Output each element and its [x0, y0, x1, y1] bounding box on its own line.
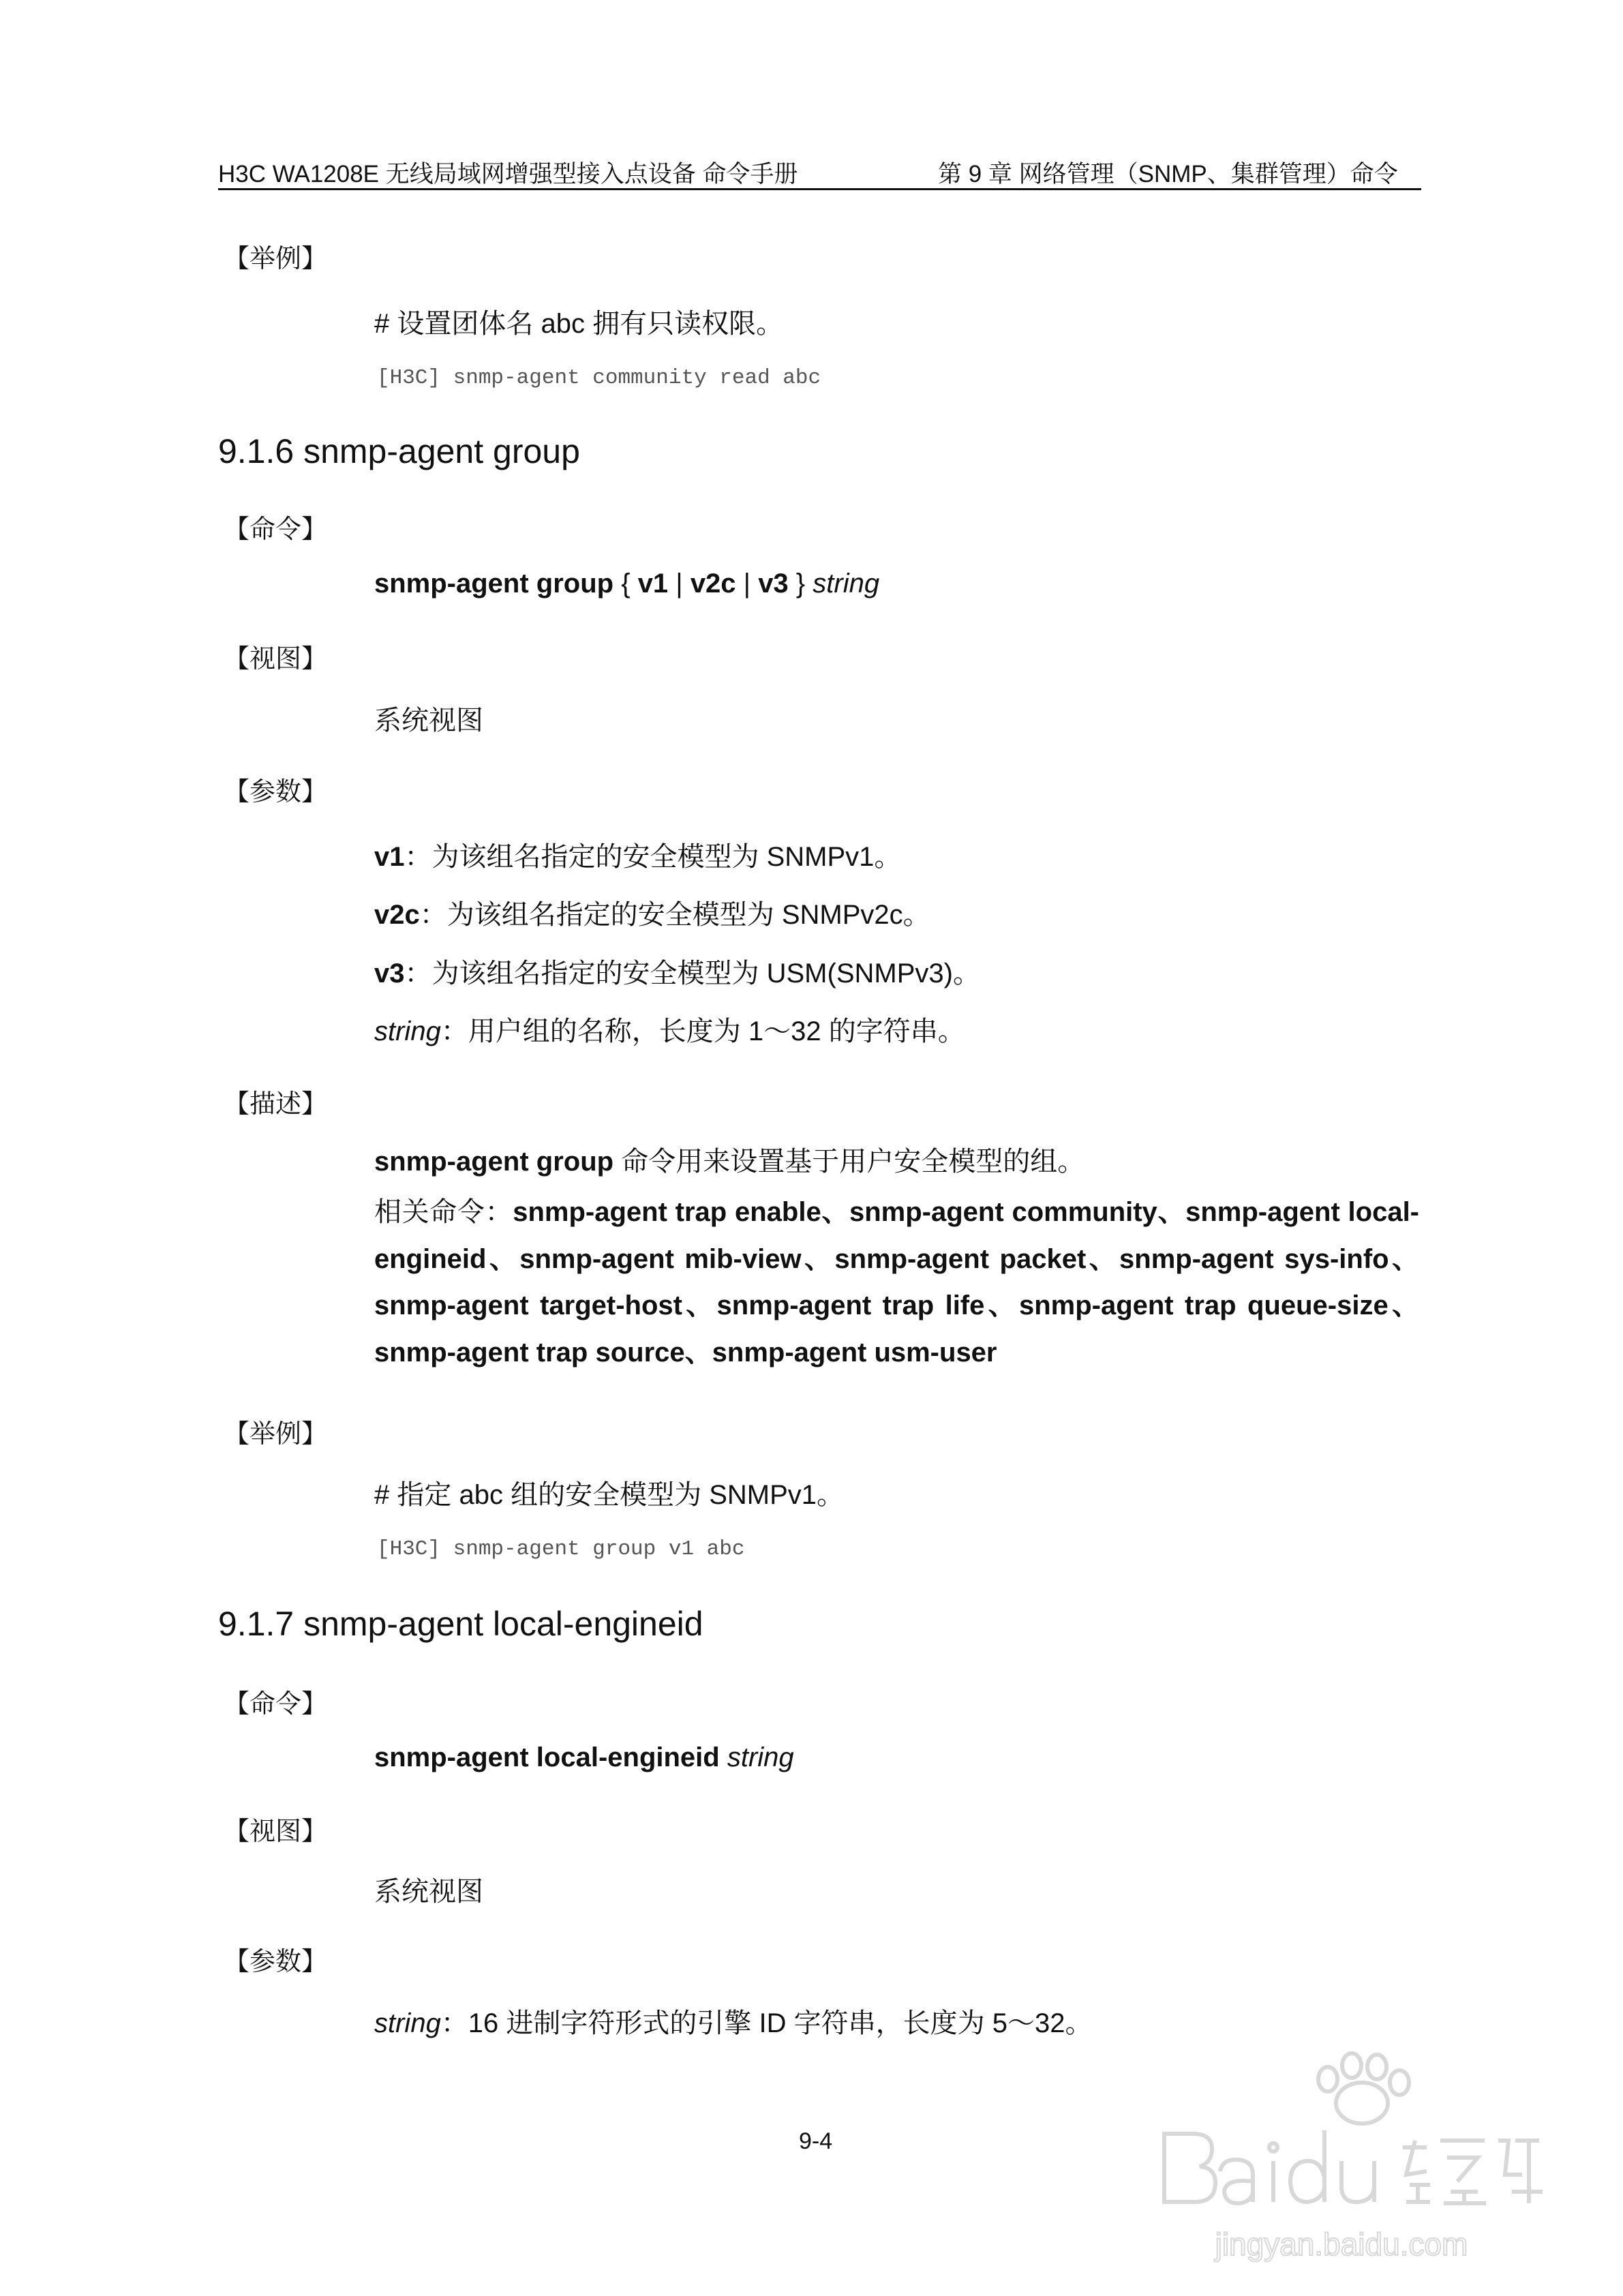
section-heading-916: 9.1.6 snmp-agent group	[218, 432, 580, 470]
param-name: v2c	[374, 900, 420, 930]
syntax-v1: v1	[637, 569, 669, 599]
syntax-v2c: v2c	[690, 569, 736, 599]
param-desc: ：为该组名指定的安全模型为 SNMPv2c。	[419, 900, 930, 930]
param-name: v1	[374, 842, 405, 872]
view-text: 系统视图	[374, 706, 483, 736]
command-syntax	[374, 1742, 794, 1773]
syntax-pipe: |	[668, 569, 691, 599]
view-label: 【视图】	[224, 645, 328, 674]
example-label: 【举例】	[224, 245, 328, 273]
syntax-string: string	[719, 1742, 794, 1772]
param-desc: ：为该组名指定的安全模型为 SNMPv1。	[404, 842, 902, 872]
header-right: 第 9 章 网络管理（SNMP、集群管理）命令	[938, 161, 1398, 187]
page-number: 9-4	[799, 2128, 833, 2154]
example-code: [H3C] snmp-agent community read abc	[377, 366, 821, 390]
example-desc: # 设置团体名 abc 拥有只读权限。	[374, 309, 784, 339]
param-desc: ：16 进制字符形式的引擎 ID 字符串，长度为 5～32。	[440, 2008, 1093, 2038]
command-syntax	[374, 569, 879, 599]
syntax-brace: {	[613, 569, 638, 599]
baidu-watermark-logo	[1137, 2038, 1546, 2270]
param-desc: ：为该组名指定的安全模型为 USM(SNMPv3)。	[404, 958, 980, 988]
param-v1	[374, 835, 901, 874]
param-name: string	[374, 1016, 441, 1046]
syntax-string: string	[813, 569, 880, 599]
params-label: 【参数】	[224, 778, 328, 806]
view-label: 【视图】	[224, 1817, 328, 1846]
desc-label: 【描述】	[224, 1090, 328, 1119]
example-desc: # 指定 abc 组的安全模型为 SNMPv1。	[374, 1480, 845, 1510]
command-label: 【命令】	[224, 515, 328, 544]
command-label: 【命令】	[224, 1690, 328, 1719]
params-label: 【参数】	[224, 1948, 328, 1976]
syntax-pipe: |	[735, 569, 759, 599]
param-name: v3	[374, 958, 405, 988]
param-name: string	[374, 2008, 441, 2038]
header-rule	[218, 188, 1421, 190]
param-v2c	[374, 893, 930, 932]
example-code: [H3C] snmp-agent group v1 abc	[377, 1537, 745, 1561]
syntax-v3: v3	[758, 569, 789, 599]
command-name: snmp-agent group	[374, 569, 614, 599]
header-left: H3C WA1208E 无线局域网增强型接入点设备 命令手册	[218, 161, 798, 187]
desc-text	[374, 1140, 1084, 1179]
section-heading-917: 9.1.7 snmp-agent local-engineid	[218, 1605, 703, 1643]
desc-sentence: 命令用来设置基于用户安全模型的组。	[613, 1147, 1085, 1177]
param-string	[374, 1010, 965, 1048]
related-commands	[374, 1189, 1419, 1376]
related-prefix: 相关命令：	[374, 1197, 513, 1227]
param-v3	[374, 952, 980, 991]
related-list: snmp-agent trap enable、snmp-agent community、snmp-agent local-engineid、snmp-agent mib-view、snmp-agent packet、snmp-agent sys-info、snmp-agent target-host、snmp-agent trap life、snmp-agent trap queue-size、snmp-agent trap source、snmp-agent usm-user	[374, 1197, 1420, 1368]
svg-text:jingyan.baidu.com: jingyan.baidu.com	[1215, 2226, 1468, 2262]
view-text: 系统视图	[374, 1877, 483, 1907]
syntax-brace: }	[788, 569, 813, 599]
param-string	[374, 2002, 1093, 2040]
desc-command: snmp-agent group	[374, 1147, 614, 1177]
param-desc: ：用户组的名称，长度为 1～32 的字符串。	[440, 1016, 965, 1046]
example-label: 【举例】	[224, 1420, 328, 1449]
command-name: snmp-agent local-engineid	[374, 1742, 720, 1772]
